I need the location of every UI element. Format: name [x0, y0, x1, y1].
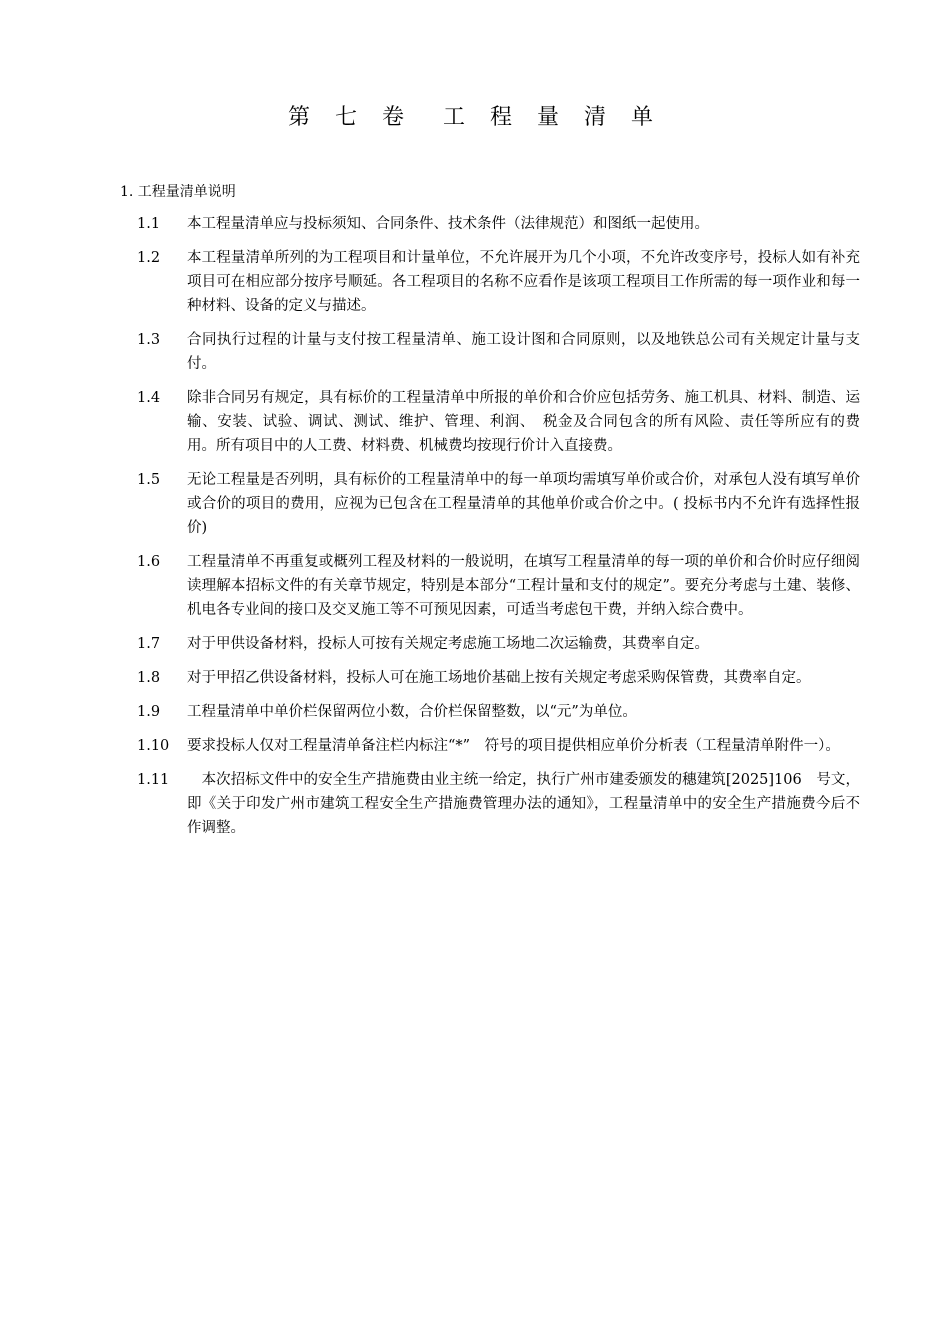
page-title	[90, 98, 860, 138]
clause-text: 本工程量清单应与投标须知、合同条件、技术条件（法律规范）和图纸一起使用。	[187, 216, 709, 232]
clause-number: 1.10	[137, 738, 170, 754]
clause-number: 1.8	[137, 670, 161, 686]
clause-item	[120, 328, 860, 376]
clause-item	[120, 212, 860, 236]
clause-number: 1.3	[137, 332, 161, 348]
clause-list	[120, 212, 860, 840]
clause-number: 1.1	[137, 216, 161, 232]
clause-number: 1.9	[137, 704, 161, 720]
clause-number: 1.5	[137, 472, 161, 488]
clause-number: 1.2	[137, 250, 161, 266]
clause-item	[120, 468, 860, 540]
clause-item	[120, 666, 860, 690]
title-name: 工 程 量 清 单	[443, 105, 662, 130]
clause-number: 1.11	[137, 772, 170, 788]
clause-text: 对于甲供设备材料，投标人可按有关规定考虑施工场地二次运输费，其费率自定。	[187, 636, 709, 652]
clause-text: 对于甲招乙供设备材料，投标人可在施工场地价基础上按有关规定考虑采购保管费，其费率自定。	[187, 670, 811, 686]
clause-text: 工程量清单中单价栏保留两位小数，合价栏保留整数，以“元”为单位。	[187, 704, 637, 720]
clause-text: 无论工程量是否列明，具有标价的工程量清单中的每一单项均需填写单价或合价，对承包人没有填写单价或合价的项目的费用，应视为已包含在工程量清单的其他单价或合价之中。( 投标书内不允许有选择性报价)	[187, 472, 860, 536]
clause-item	[120, 246, 860, 318]
clause-text: 本工程量清单所列的为工程项目和计量单位，不允许展开为几个小项，不允许改变序号，投标人如有补充项目可在相应部分按序号顺延。各工程项目的名称不应看作是该项工程项目工作所需的每一项作业和每一种材料、设备的定义与描述。	[187, 250, 860, 314]
clause-item	[120, 632, 860, 656]
clause-text: 合同执行过程的计量与支付按工程量清单、施工设计图和合同原则，以及地铁总公司有关规定计量与支付。	[187, 332, 860, 372]
clause-text: 工程量清单不再重复或概列工程及材料的一般说明，在填写工程量清单的每一项的单价和合价时应仔细阅读理解本招标文件的有关章节规定，特别是本部分“工程计量和支付的规定”。要充分考虑与土建、装修、机电各专业间的接口及交叉施工等不可预见因素，可适当考虑包干费，并纳入综合费中。	[187, 554, 860, 618]
clause-text: 要求投标人仅对工程量清单备注栏内标注“*” 符号的项目提供相应单价分析表（工程量清单附件一）。	[187, 738, 840, 754]
clause-text: 除非合同另有规定，具有标价的工程量清单中所报的单价和合价应包括劳务、施工机具、材料、制造、运输、安装、试验、调试、测试、维护、管理、利润、 税金及合同包含的所有风险、责任等所应有的费用。所有项目中的人工费、材料费、机械费均按现行价计入直接费。	[187, 390, 860, 454]
clause-item	[120, 700, 860, 724]
section-heading: 1. 工程量清单说明	[120, 184, 236, 200]
clause-item	[120, 768, 860, 840]
clause-text: 本次招标文件中的安全生产措施费由业主统一给定，执行广州市建委颁发的穗建筑[2025]106 号文，即《关于印发广州市建筑工程安全生产措施费管理办法的通知》，工程量清单中的安全生产措施费今后不作调整。	[187, 772, 860, 836]
clause-item	[120, 734, 860, 758]
clause-number: 1.4	[137, 390, 161, 406]
clause-number: 1.7	[137, 636, 161, 652]
clause-item	[120, 550, 860, 622]
clause-number: 1.6	[137, 554, 161, 570]
clause-item	[120, 386, 860, 458]
title-volume: 第 七 卷	[288, 105, 413, 130]
